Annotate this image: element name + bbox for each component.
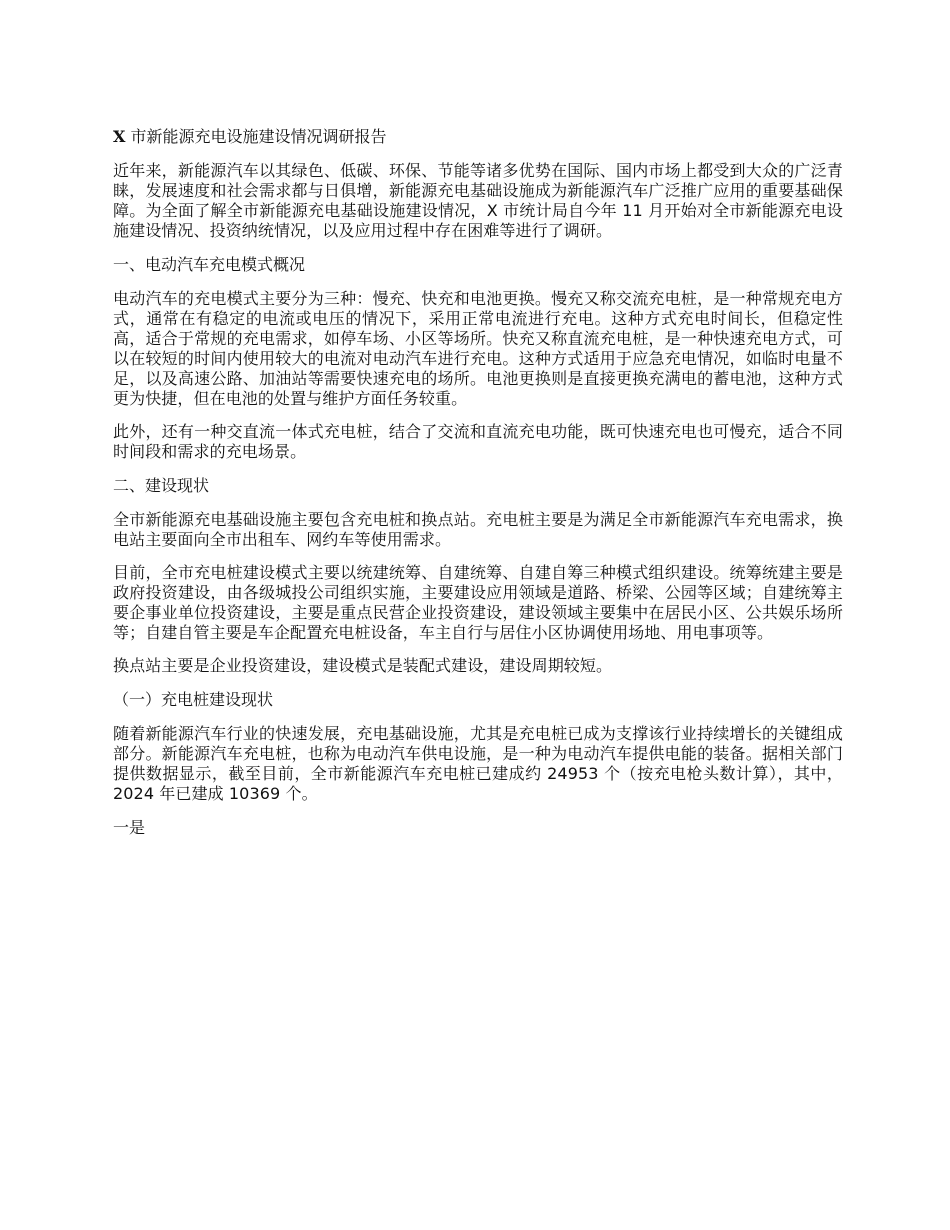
infrastructure-paragraph: 全市新能源充电基础设施主要包含充电桩和换点站。充电桩主要是为满足全市新能源汽车充电需求，换电站主要面向全市出租车、网约车等使用需求。 — [113, 510, 843, 549]
intro-paragraph: 近年来，新能源汽车以其绿色、低碳、环保、节能等诸多优势在国际、国内市场上都受到大众的广泛青睐，发展速度和社会需求都与日俱增，新能源充电基础设施成为新能源汽车广泛推广应用的重要基础保障。为全面了解全市新能源充电基础设施建设情况，X 市统计局自今年 11 月开始对全市新能源充电设施建设情况、投资纳统情况，以及应用过程中存在困难等进行了调研。 — [113, 161, 843, 240]
document-body — [113, 126, 843, 839]
section-heading-overview: 一、电动汽车充电模式概况 — [113, 255, 306, 274]
charging-pile-status-paragraph: 随着新能源汽车行业的快速发展，充电基础设施，尤其是充电桩已成为支撑该行业持续增长的关键组成部分。新能源汽车充电桩，也称为电动汽车供电设施，是一种为电动汽车提供电能的装备。据相关部门提供数据显示，截至目前，全市新能源汽车充电桩已建成约 24953 个（按充电枪头数计算），其中，2024 年已建成 10369 个。 — [113, 724, 843, 803]
ac-dc-charger-paragraph: 此外，还有一种交直流一体式充电桩，结合了交流和直流充电功能，既可快速充电也可慢充，适合不同时间段和需求的充电场景。 — [113, 422, 843, 461]
title-prefix: X — [113, 127, 126, 146]
section-heading-status: 二、建设现状 — [113, 476, 210, 495]
charging-modes-paragraph: 电动汽车的充电模式主要分为三种：慢充、快充和电池更换。慢充又称交流充电桩，是一种常规充电方式，通常在有稳定的电流或电压的情况下，采用正常电流进行充电。这种方式充电时间长，但稳定性高，适合于常规的充电需求，如停车场、小区等场所。快充又称直流充电桩，是一种快速充电方式，可以在较短的时间内使用较大的电流对电动汽车进行充电。这种方式适用于应急充电情况，如临时电量不足，以及高速公路、加油站等需要快速充电的场所。电池更换则是直接更换充满电的蓄电池，这种方式更为快捷，但在电池的处置与维护方面任务较重。 — [113, 289, 843, 408]
swap-station-paragraph: 换点站主要是企业投资建设，建设模式是装配式建设，建设周期较短。 — [113, 656, 613, 675]
subsection-heading-charging-piles: （一）充电桩建设现状 — [113, 690, 274, 709]
document-title — [113, 126, 843, 148]
trailing-text: 一是 — [113, 818, 146, 837]
construction-modes-paragraph: 目前，全市充电桩建设模式主要以统建统筹、自建统筹、自建自筹三种模式组织建设。统筹统建主要是政府投资建设，由各级城投公司组织实施，主要建设应用领域是道路、桥梁、公园等区域；自建统筹主要企事业单位投资建设，主要是重点民营企业投资建设，建设领域主要集中在居民小区、公共娱乐场所等；自建自管主要是车企配置充电桩设备，车主自行与居住小区协调使用场地、用电事项等。 — [113, 563, 843, 642]
title-text: 市新能源充电设施建设情况调研报告 — [125, 127, 387, 146]
